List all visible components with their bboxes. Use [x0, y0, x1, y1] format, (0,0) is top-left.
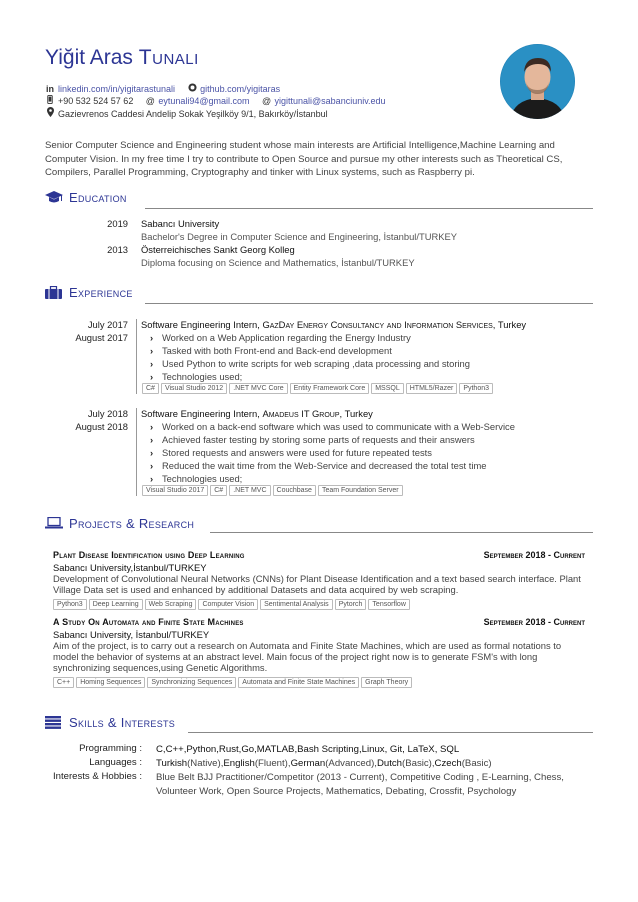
job-tags: [142, 485, 405, 496]
contact-line-2: [45, 95, 386, 106]
skills-title: Skills & Interests: [69, 715, 176, 730]
job-bullet: › Achieved faster testing by storing some parts of requests and their answers: [150, 434, 475, 445]
job-bullet: › Tasked with both Front-end and Back-end development: [150, 345, 392, 356]
tag: Team Foundation Server: [318, 485, 403, 496]
project-institution: Sabancı University, İstanbul/TURKEY: [53, 629, 210, 640]
tag: Entity Framework Core: [290, 383, 370, 394]
programming-value: C,C++,Python,Rust,Go,MATLAB,Bash Scripting,Linux, Git, LaTeX, SQL: [156, 744, 460, 755]
job-company: GazDay Energy Consultancy and Information Services: [262, 319, 493, 330]
chevron-right-icon: ›: [150, 434, 154, 445]
phone-icon: [45, 95, 55, 106]
experience-rule: [145, 303, 593, 304]
project-institution: Sabancı University,İstanbul/TURKEY: [53, 562, 207, 573]
job-end-date: August 2017: [75, 332, 128, 343]
job-bullet: › Stored requests and answers were used for future repeated tests: [150, 447, 432, 458]
chevron-right-icon: ›: [150, 371, 154, 382]
project-description: Aim of the project, is to carry out a research on Automata and Finite State Machines, which are used as formal notations to model the behavior of systems at an abstract level. Main focus of the project right now is to generate FSM's with long synchronizing sequences,using Genetic Algorithms.: [53, 640, 562, 673]
tag: Graph Theory: [361, 677, 412, 688]
tag: Python3: [459, 383, 493, 394]
education-detail: Bachelor's Degree in Computer Science and Engineering, İstanbul/TURKEY: [141, 231, 458, 242]
summary-paragraph: Senior Computer Science and Engineering student whose main interests are Artificial Intelligence,Machine Learning and Computer Vision. In my free time I try to contribute to Open Source and pursue my other interests such as Theoretical CS, Compilers, Parallel Programming, Cryptography and tinker with Linux systems, such as Raspberry pi.: [45, 140, 563, 178]
graduation-cap-icon: [45, 191, 63, 207]
map-marker-icon: [45, 107, 55, 119]
job-start-date: July 2017: [87, 319, 128, 330]
job-bullet: › Worked on a Web Application regarding the Energy Industry: [150, 332, 411, 343]
projects-heading: [45, 516, 194, 532]
laptop-icon: [45, 517, 63, 532]
education-detail: Diploma focusing on Science and Mathematics, İstanbul/TURKEY: [141, 257, 415, 268]
programming-label: Programming :: [79, 743, 142, 754]
tag: .NET MVC: [229, 485, 270, 496]
job-role: Software Engineering Intern,: [141, 408, 263, 419]
job-tags: [142, 383, 495, 394]
email-university[interactable]: yigittunali@sabanciuniv.edu: [274, 96, 386, 106]
tag: C#: [142, 383, 159, 394]
linkedin-icon: in: [46, 84, 54, 94]
projects-rule: [210, 532, 593, 533]
education-rule: [145, 208, 593, 209]
job-start-date: July 2018: [87, 408, 128, 419]
skills-rule: [188, 732, 593, 733]
tag: Visual Studio 2012: [161, 383, 227, 394]
chevron-right-icon: ›: [150, 447, 154, 458]
job-role: Software Engineering Intern,: [141, 319, 263, 330]
job-location: , Turkey: [339, 408, 373, 419]
project-title: A Study On Automata and Finite State Machines: [53, 617, 244, 627]
job-bullet: › Used Python to write scripts for web scraping ,data processing and storing: [150, 358, 470, 369]
github-link[interactable]: github.com/yigitaras: [200, 84, 281, 94]
tag: C++: [53, 677, 74, 688]
tag: MSSQL: [371, 383, 404, 394]
job-bullet: › Technologies used;: [150, 473, 243, 484]
education-year: 2013: [107, 244, 128, 255]
job-end-date: August 2018: [75, 421, 128, 432]
tag: Homing Sequences: [76, 677, 145, 688]
education-school: Österreichisches Sankt Georg Kolleg: [141, 244, 295, 255]
profile-photo: [500, 44, 575, 119]
project-title: Plant Disease Identification using Deep Learning: [53, 550, 245, 560]
at-icon: @: [145, 96, 155, 106]
briefcase-icon: [45, 286, 63, 302]
contact-line-3: [45, 107, 328, 119]
tag: Web Scraping: [145, 599, 197, 610]
job-heading: [141, 319, 526, 330]
chevron-right-icon: ›: [150, 358, 154, 369]
interests-value: Blue Belt BJJ Practitioner/Competitor (2013 - Current), Competitive Coding , E-Learning, Chess, Volunteer Work, Open Source Projects, Mathematics, Debating, Crossfit, Psychology: [156, 772, 564, 797]
project-description: Development of Convolutional Neural Networks (CNNs) for Plant Disease Identification and a text based search interface. Plant Village Data set is used and enhanced by additional Datasets and data acquired by web scraping.: [53, 573, 581, 595]
project-date: September 2018 - Current: [483, 550, 585, 560]
interests-label: Interests & Hobbies :: [52, 771, 142, 782]
at-icon: @: [261, 96, 272, 106]
job-location: , Turkey: [492, 319, 527, 330]
list-icon: [45, 716, 63, 732]
job-bullet: › Worked on a back-end software which was used to communicate with a Web-Service: [150, 421, 515, 432]
chevron-right-icon: ›: [150, 473, 154, 484]
phone-number: +90 532 524 57 62: [58, 96, 134, 106]
job-company: Amadeus IT Group: [262, 408, 340, 419]
tag: HTML5/Razer: [406, 383, 458, 394]
chevron-right-icon: ›: [150, 345, 154, 356]
tag: Pytorch: [335, 599, 367, 610]
education-year: 2019: [107, 218, 128, 229]
address: Gazievrenos Caddesi Andelip Sokak Yeşilköy 9/1, Bakırköy/İstanbul: [58, 109, 328, 119]
project-tags: [53, 599, 412, 610]
projects-title: Projects & Research: [69, 516, 195, 531]
education-heading: [45, 190, 127, 207]
job-bullet: › Reduced the wait time from the Web-Service and decreased the total test time: [150, 460, 487, 471]
education-school: Sabancı University: [141, 218, 220, 229]
tag: Python3: [53, 599, 87, 610]
email-primary[interactable]: eytunali94@gmail.com: [158, 96, 250, 106]
linkedin-link[interactable]: linkedin.com/in/yigitarastunali: [58, 84, 176, 94]
tag: Automata and Finite State Machines: [238, 677, 359, 688]
first-name: Yiğit Aras: [45, 46, 133, 69]
job-divider: [136, 319, 137, 394]
languages-label: Languages :: [89, 757, 142, 768]
job-heading: [141, 408, 373, 419]
tag: Deep Learning: [89, 599, 143, 610]
project-tags: [53, 677, 414, 688]
experience-heading: [45, 285, 133, 302]
tag: C#: [210, 485, 227, 496]
tag: Sentimental Analysis: [260, 599, 333, 610]
education-title: Education: [69, 190, 127, 205]
tag: Computer Vision: [198, 599, 258, 610]
github-icon: [187, 83, 197, 94]
experience-title: Experience: [69, 285, 133, 300]
tag: .NET MVC Core: [229, 383, 287, 394]
job-divider: [136, 408, 137, 496]
languages-value: Turkish(Native),English(Fluent),German(Advanced),Dutch(Basic),Czech(Basic): [156, 758, 492, 769]
candidate-name: [45, 46, 199, 70]
tag: Couchbase: [273, 485, 316, 496]
tag: Tensorflow: [368, 599, 409, 610]
contact-line-1: [45, 83, 280, 94]
job-bullet: › Technologies used;: [150, 371, 243, 382]
project-date: September 2018 - Current: [483, 617, 585, 627]
chevron-right-icon: ›: [150, 421, 154, 432]
last-name: Tunalı: [138, 46, 199, 69]
chevron-right-icon: ›: [150, 332, 154, 343]
chevron-right-icon: ›: [150, 460, 154, 471]
tag: Synchronizing Sequences: [147, 677, 236, 688]
tag: Visual Studio 2017: [142, 485, 208, 496]
skills-heading: [45, 715, 175, 732]
